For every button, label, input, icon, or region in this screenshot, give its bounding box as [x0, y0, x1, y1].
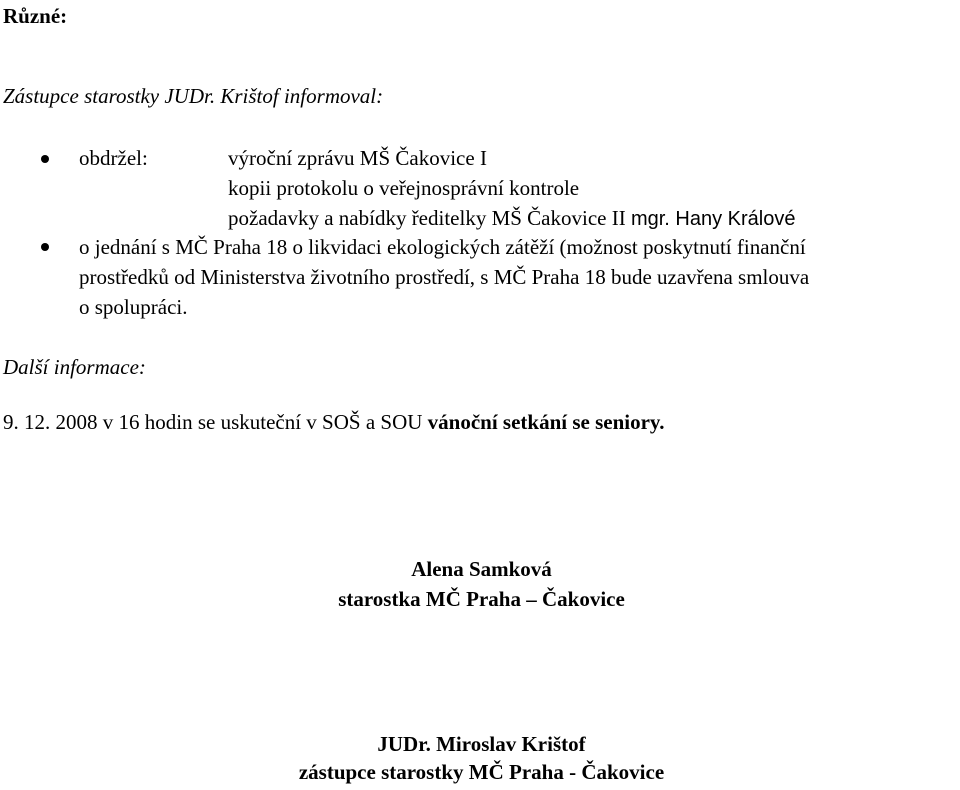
- received-item: kopii protokolu o veřejnosprávní kontrole: [228, 176, 580, 200]
- signature-name: JUDr. Miroslav Krištof: [377, 732, 586, 756]
- signature-name: Alena Samková: [411, 557, 552, 581]
- received-item-part1: požadavky a nabídky ředitelky MŠ Čakovice II: [228, 206, 626, 230]
- event-text: 9. 12. 2008 v 16 hodin se uskuteční v SOŠ a SOU: [3, 410, 428, 434]
- received-item: výroční zprávu MŠ Čakovice I: [228, 146, 487, 170]
- event-highlight: vánoční setkání se seniory.: [427, 410, 665, 434]
- meeting-line: prostředků od Ministerstva životního prostředí, s MČ Praha 18 bude uzavřena smlouva: [79, 265, 810, 289]
- signature-title: starostka MČ Praha – Čakovice: [338, 587, 625, 611]
- bullet-icon: [41, 243, 49, 251]
- more-info-heading: Další informace:: [3, 355, 146, 379]
- bullet-icon: [41, 155, 49, 163]
- event-line: [3, 412, 665, 433]
- deputy-heading: Zástupce starostky JUDr. Krištof informoval:: [3, 84, 384, 108]
- meeting-line: o spolupráci.: [79, 295, 188, 319]
- signature-title: zástupce starostky MČ Praha - Čakovice: [298, 760, 665, 784]
- section-misc-heading: Různé:: [3, 4, 68, 28]
- received-item: [228, 208, 795, 229]
- received-item-part2: mgr. Hany Králové: [630, 208, 796, 230]
- received-label: obdržel:: [79, 146, 148, 170]
- meeting-line: o jednání s MČ Praha 18 o likvidaci ekologických zátěží (možnost poskytnutí finanční: [79, 235, 806, 259]
